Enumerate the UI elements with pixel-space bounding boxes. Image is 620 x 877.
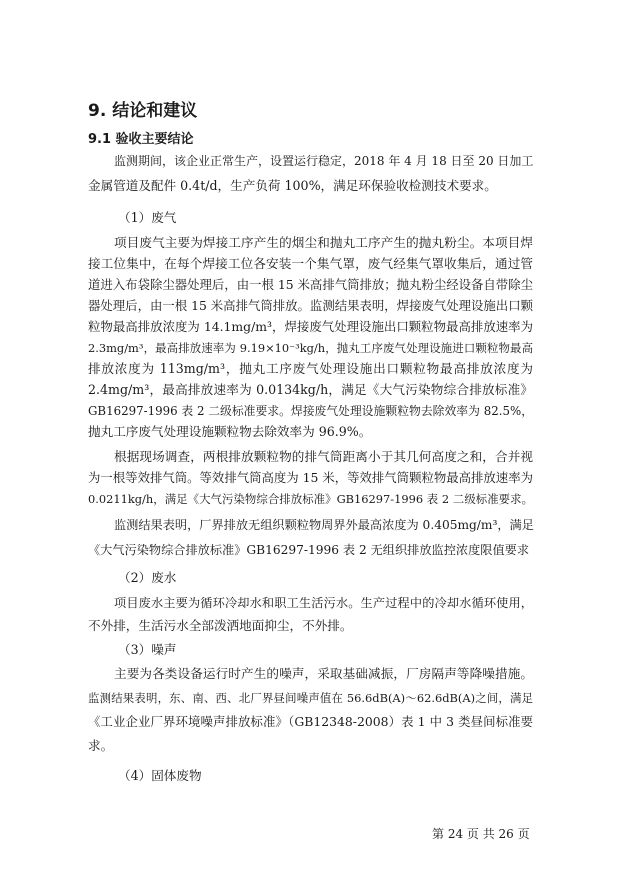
- paragraph-line: 道进入布袋除尘器处理后，由一根 15 米高排气筒排放；抛丸粉尘经设备自带除尘: [88, 277, 533, 292]
- subsection-heading: 9.1 验收主要结论: [88, 132, 194, 147]
- section-heading: 9. 结论和建议: [88, 101, 198, 121]
- paragraph-line: 排放浓度为 113mg/m³，抛丸工序废气处理设施出口颗粒物最高排放浓度为: [88, 361, 533, 376]
- list-heading-solid-waste: （4）固体废物: [118, 768, 202, 783]
- paragraph-line: 金属管道及配件 0.4t/d，生产负荷 100%，满足环保验收检测技术要求。: [88, 178, 497, 193]
- paragraph-line: 监测结果表明，东、南、西、北厂界昼间噪声值在 56.6dB(A)～62.6dB(A)之间，满足: [88, 691, 533, 705]
- paragraph-line: 主要为各类设备运行时产生的噪声，采取基础减振，厂房隔声等降噪措施。: [114, 666, 533, 681]
- page-number-footer: 第 24 页 共 26 页: [432, 827, 530, 841]
- paragraph-line: 2.3mg/m³，最高排放速率为 9.19×10⁻³kg/h，抛丸工序废气处理设施进口颗粒物最高: [88, 341, 533, 355]
- list-heading-wastewater: （2）废水: [118, 570, 177, 585]
- paragraph-line: 粒物最高排放浓度为 14.1mg/m³，焊接废气处理设施出口颗粒物最高排放速率为: [88, 319, 533, 334]
- paragraph-line: 《大气污染物综合排放标准》GB16297-1996 表 2 无组织排放监控浓度限值要求: [88, 543, 530, 557]
- paragraph-line: 接工位集中，在每个焊接工位各安装一个集气罩，废气经集气罩收集后，通过管: [88, 256, 533, 271]
- paragraph-line: 项目废气主要为焊接工序产生的烟尘和抛丸工序产生的抛丸粉尘。本项目焊: [114, 235, 533, 250]
- paragraph-line: 为一根等效排气筒。等效排气筒高度为 15 米，等效排气筒颗粒物最高排放速率为: [88, 470, 533, 485]
- list-heading-waste-gas: （1）废气: [118, 210, 177, 225]
- paragraph-line: 器处理后，由一根 15 米高排气筒排放。监测结果表明，焊接废气处理设施出口颗: [88, 298, 533, 313]
- paragraph-line: 抛丸工序废气处理设施颗粒物去除效率为 96.9%。: [88, 424, 372, 439]
- paragraph-line: 监测结果表明，厂界排放无组织颗粒物周界外最高浓度为 0.405mg/m³，满足: [114, 518, 534, 532]
- paragraph-line: 根据现场调查，两根排放颗粒物的排气筒距离小于其几何高度之和，合并视: [114, 449, 533, 464]
- paragraph-line: GB16297-1996 表 2 二级标准要求。焊接废气处理设施颗粒物去除效率为 82.5%，: [88, 404, 533, 418]
- paragraph-line: 《工业企业厂界环境噪声排放标准》（GB12348-2008）表 1 中 3 类昼间标准要: [88, 714, 533, 729]
- list-heading-noise: （3）噪声: [118, 642, 177, 657]
- paragraph-line: 2.4mg/m³，最高排放速率为 0.0134kg/h，满足《大气污染物综合排放标准》: [88, 382, 533, 397]
- paragraph-line: 不外排，生活污水全部泼洒地面抑尘，不外排。: [88, 618, 353, 633]
- paragraph-line: 项目废水主要为循环冷却水和职工生活污水。生产过程中的冷却水循环使用，: [114, 596, 533, 610]
- paragraph-line: 求。: [88, 738, 114, 753]
- paragraph-line: 0.0211kg/h，满足《大气污染物综合排放标准》GB16297-1996 表 2 二级标准要求。: [88, 492, 533, 506]
- paragraph-line: 监测期间，该企业正常生产，设置运行稳定，2018 年 4 月 18 日至 20 日加工: [114, 154, 534, 168]
